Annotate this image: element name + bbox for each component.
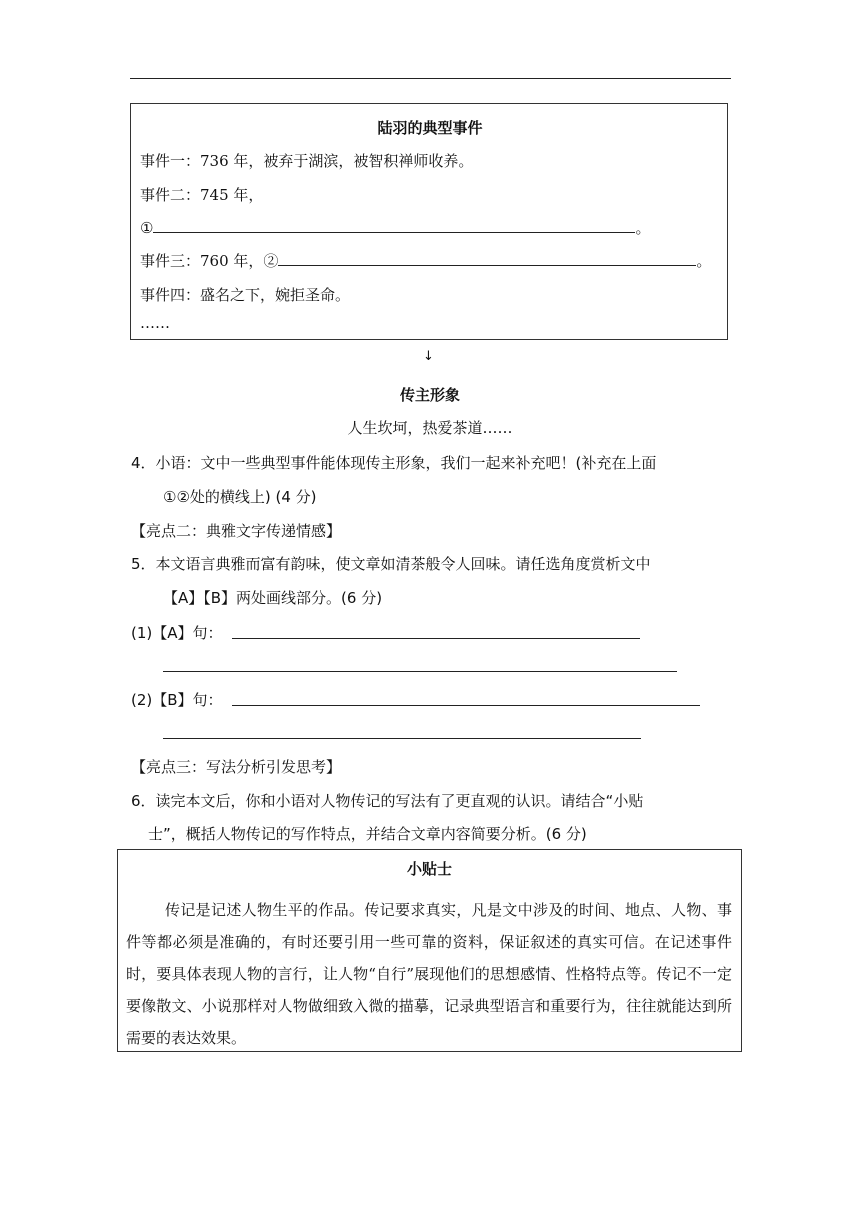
event-3-row [140, 250, 711, 271]
q5-b-label: (2)【B】句： [131, 691, 223, 709]
event-3: 事件三：760 年，② [140, 252, 279, 270]
down-arrow-icon: ↓ [423, 349, 434, 364]
q5-line-2: 【A】【B】两处画线部分。(6 分) [163, 589, 383, 607]
tips-box [117, 849, 742, 1052]
event-box-title: 陆羽的典型事件 [377, 119, 483, 137]
tips-title: 小贴士 [406, 860, 452, 878]
q6-line-2: 士”，概括人物传记的写作特点，并结合文章内容简要分析。(6 分) [148, 825, 587, 843]
blank-1-marker: ① [140, 219, 154, 237]
event-2: 事件二：745 年， [140, 186, 264, 204]
event-2-answer-row [140, 217, 650, 238]
header-rule [130, 78, 731, 79]
q5-line-1: 5．本文语言典雅而富有韵味，使文章如清茶般令人回味。请任选角度赏析文中 [131, 555, 651, 573]
image-section-subtitle: 人生坎坷，热爱茶道…… [347, 419, 513, 437]
highlight-2-heading: 【亮点二：典雅文字传递情感】 [131, 522, 342, 540]
q5-b-answer-line-1[interactable] [232, 705, 700, 706]
q4-line-1: 4．小语：文中一些典型事件能体现传主形象，我们一起来补充吧！(补充在上面 [131, 454, 657, 472]
blank-2-line[interactable] [278, 251, 696, 266]
event-1: 事件一：736 年，被弃于湖滨，被智积禅师收养。 [140, 152, 474, 170]
q4-line-2: ①②处的横线上) (4 分) [163, 488, 317, 506]
blank-1-line[interactable] [153, 218, 635, 233]
event-box [130, 103, 728, 340]
q5-b-answer-line-2[interactable] [163, 738, 641, 739]
blank-2-period: 。 [696, 252, 712, 270]
q5-a-label: (1)【A】句： [131, 624, 223, 642]
blank-1-period: 。 [635, 219, 651, 237]
q5-a-answer-line-2[interactable] [163, 671, 677, 672]
image-section-title: 传主形象 [399, 386, 460, 404]
q6-line-1: 6．读完本文后，你和小语对人物传记的写法有了更直观的认识。请结合“小贴 [131, 792, 644, 810]
tips-body: 传记是记述人物生平的作品。传记要求真实，凡是文中涉及的时间、地点、人物、事件等都必须是准确的，有时还要引用一些可靠的资料，保证叙述的真实可信。在记述事件时，要具体表现人物的言行，让人物“自行”展现他们的思想感情、性格特点等。传记不一定要像散文、小说那样对人物做细致入微的描摹，记录典型语言和重要行为，往往就能达到所需要的表达效果。 [126, 901, 732, 1047]
highlight-3-heading: 【亮点三：写法分析引发思考】 [131, 758, 342, 776]
q5-a-answer-line-1[interactable] [232, 638, 640, 639]
event-4: 事件四：盛名之下，婉拒圣命。 [140, 286, 351, 304]
event-ellipsis: …… [140, 314, 170, 332]
